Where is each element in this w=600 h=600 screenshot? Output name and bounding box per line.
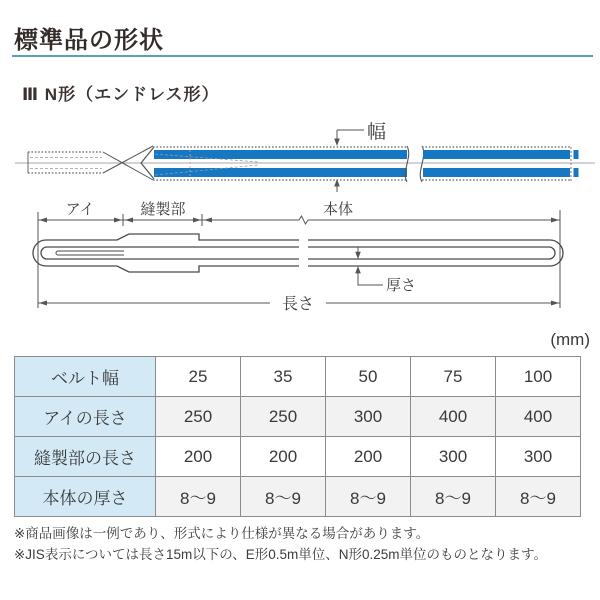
cell: 200 <box>241 437 326 477</box>
cell: 50 <box>326 357 411 397</box>
footnotes <box>14 524 594 566</box>
cell: 8～9 <box>241 477 326 517</box>
section-heading: Ⅲ N形（エンドレス形） <box>22 85 220 104</box>
cell: 250 <box>241 397 326 437</box>
width-label: 幅 <box>367 122 387 143</box>
page-title: 標準品の形状 <box>14 27 164 54</box>
top-dimension-line <box>38 200 560 224</box>
belt-body-left-segment <box>153 147 407 180</box>
body-label: 本体 <box>322 201 354 218</box>
belt-top-view-diagram <box>0 105 600 205</box>
thickness-arrow-up-icon <box>355 266 361 273</box>
thickness-label: 厚さ <box>386 277 417 294</box>
cell: 75 <box>411 357 496 397</box>
width-arrow-up-icon <box>334 179 340 187</box>
break-symbol <box>405 146 423 182</box>
cell: 250 <box>156 397 241 437</box>
row-header-sewn-length: 縫製部の長さ <box>15 437 156 477</box>
cell: 200 <box>156 437 241 477</box>
row-header-body-thickness: 本体の厚さ <box>15 477 156 517</box>
footnote-line: ※JIS表示については長さ15m以下の、E形0.5m単位、N形0.25m単位のものとなります。 <box>14 547 547 562</box>
spec-table <box>14 356 581 517</box>
unit-label: (mm) <box>550 330 590 349</box>
title-underline <box>12 55 593 57</box>
eye-section <box>28 152 103 173</box>
table-row <box>15 357 581 397</box>
table-row <box>15 437 581 477</box>
cell: 100 <box>496 357 581 397</box>
footnote-line: ※商品画像は一例であり、形式により仕様が異なる場合があります。 <box>14 526 430 541</box>
thickness-arrow-down-icon <box>355 252 361 259</box>
cell: 300 <box>326 397 411 437</box>
row-header-eye-length: アイの長さ <box>15 397 156 437</box>
belt-body-right-segment <box>422 147 579 181</box>
table-row <box>15 397 581 437</box>
belt-side-view-diagram <box>0 193 600 318</box>
cell: 300 <box>411 437 496 477</box>
sewn-section-label: 縫製部 <box>140 201 186 218</box>
cell: 8～9 <box>326 477 411 517</box>
thickness-callout <box>355 247 416 294</box>
width-arrow-down-icon <box>334 139 340 147</box>
cell: 300 <box>496 437 581 477</box>
cell: 200 <box>326 437 411 477</box>
cell: 35 <box>241 357 326 397</box>
table-row <box>15 477 581 517</box>
cell: 400 <box>411 397 496 437</box>
cell: 25 <box>156 357 241 397</box>
sling-outline <box>33 234 563 272</box>
cell: 8～9 <box>156 477 241 517</box>
cell: 8～9 <box>411 477 496 517</box>
row-header-belt-width: ベルト幅 <box>15 357 156 397</box>
eye-label: アイ <box>65 201 95 218</box>
length-label: 長さ <box>281 296 315 313</box>
cell: 8～9 <box>496 477 581 517</box>
length-dimension-line <box>38 292 560 313</box>
cell: 400 <box>496 397 581 437</box>
